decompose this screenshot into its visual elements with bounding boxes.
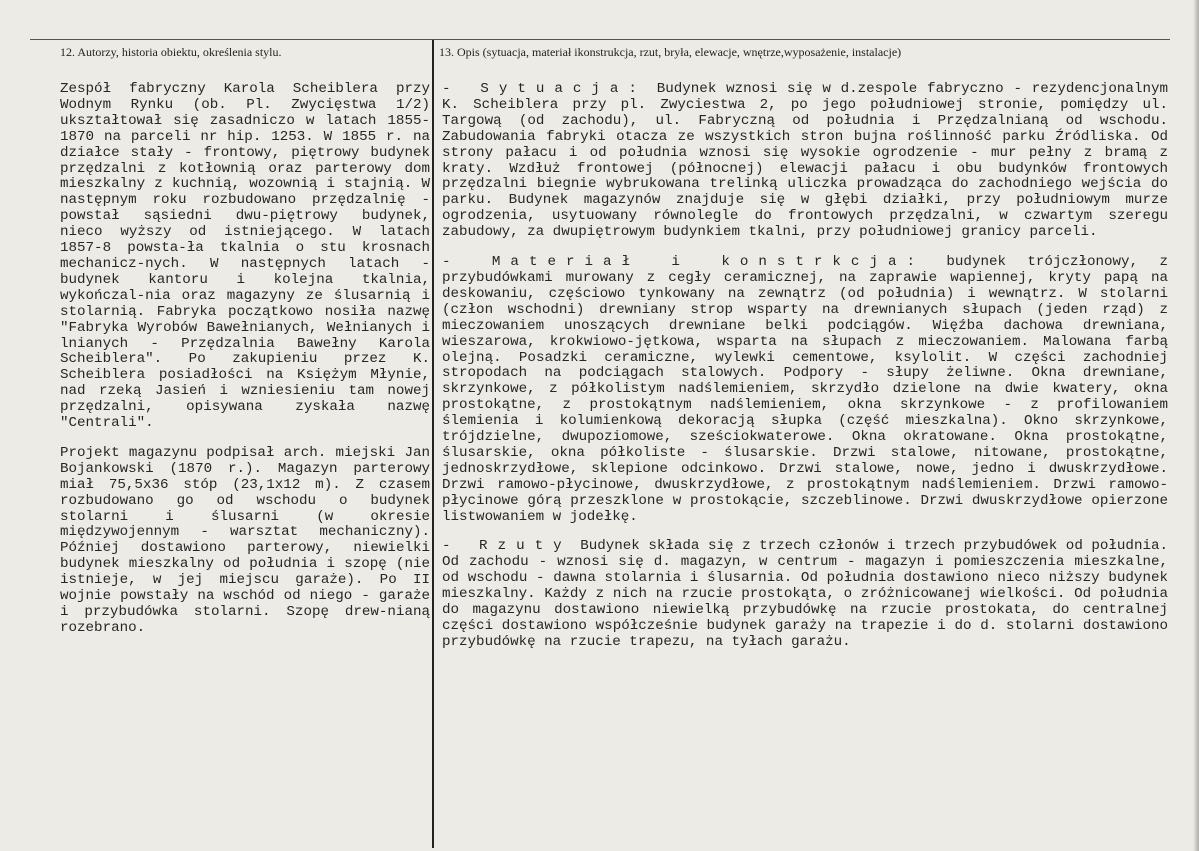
- header-rule: [30, 39, 1170, 40]
- section-lead: - Sytuacja:: [442, 81, 647, 97]
- section-text: budynek trójczłonowy, z przybudówkami murowany z cegły ceramicznej, na zaprawie wapiennej, kryty papą na deskowaniu, częściowo tynkowany na zewnątrz (od południa) i wewnątrz. W stolarni (człon wschodni) drewniany strop wsparty na drewnianych słupach (jeden rząd) z mieczowaniem unoszących drewniane belki podciągów. Więźba dachowa drewniana, wieszarowa, krokwiowo-jętkowa, wsparta na słupach z mieczowaniem. Malowana farbą olejną. Posadzki ceramiczne, wylewki cementowe, ksylolit. W części zachodniej stropodach na podciągach stalowych. Podpory - słupy żeliwne. Okna drewniane, skrzynkowe, z półkolistym nadślemieniem, skrzydło dzielone na dwie kwatery, okna prostokątne, z prostokątnym nadślemieniem, okna skrzynkowe - z profilowaniem ślemienia i kolumienkową dekoracją słupka (część mieszkalna). Okno skrzynkowe, trójdzielne, dwupoziomowe, sześciokwaterowe. Okna okratowane. Okna prostokątne, ślusarskie, okna półkoliste - ślusarskie. Drzwi stalowe, nitowane, prostokątne, jednoskrzydłowe, sklepione odcinkowo. Drzwi stalowe, nowe, jedno i dwuskrzydłowe. Drzwi ramowo-płycinowe, dwuskrzydłowe, z prostokątnym nadślemieniem. Drzwi ramowo-płycinowe górą przeszklone w prostokącie, szczeblinowe. Drzwi dwuskrzydłowe opierzone listwowaniem w jodełkę.: [442, 254, 1168, 525]
- section-lead: - Materiał i konstrkcja:: [442, 254, 925, 271]
- left-column-header: 12. Autorzy, historia obiektu, określenia stylu.: [60, 45, 282, 59]
- history-paragraph: Projekt magazynu podpisał arch. miejski Jan Bojankowski (1870 r.). Magazyn parterowy miał 75,5x36 stóp (23,1x12 m). Z czasem rozbudowano go od wschodu o budynek stolarni i ślusarni (w okresie międzywojennym - warsztat mechaniczny). Później dostawiono parterowy, niewielki budynek mieszkalny od południa i szopę (nie istnieje, w jej miejscu garaże). Po II wojnie powstały na wschód od niego - garaże i przybudówka stolarni. Szopę drew-nianą rozebrano.: [60, 444, 430, 636]
- description-section-plans: [442, 539, 1168, 650]
- description-section-situation: [442, 82, 1168, 241]
- history-paragraph: Zespół fabryczny Karola Scheiblera przy Wodnym Rynku (ob. Pl. Zwycięstwa 1/2) ukształtował się zasadniczo w latach 1855-1870 na parceli nr hip. 1253. W 1855 r. na działce stały - frontowy, piętrowy budynek przędzalni z kotłownią oraz parterowy dom mieszkalny z kuchnią, wozownią i stajnią. W następnym roku rozbudowano przędzalnię - powstał sąsiedni dwu-piętrowy budynek, nieco wyższy od istniejącego. W latach 1857-8 powsta-ła tkalnia o stu krosnach mechanicz-nych. W następnych latach - budynek kantoru i kolejna tkalnia, wykończal-nia oraz magazyny ze ślusarnią i stolarnią. Fabryka początkowo nosiła nazwę "Fabryka Wyrobów Bawełnianych, Wełnianych i lnianych - Przędzalnia Bawełny Karola Scheiblera". Po zakupieniu przez K. Scheiblera posiadłości na Księżym Młynie, nad rzeką Jasień i wzniesieniu tam nowej przędzalni, opisywana zyskała nazwę "Centrali".: [60, 81, 430, 432]
- scan-edge-shadow: [1193, 0, 1199, 851]
- column-divider: [432, 40, 434, 848]
- history-column: [60, 82, 430, 651]
- section-text: Budynek wznosi się w d.zespole fabryczno - rezydencjonalnym K. Scheiblera przy pl. Zwyciestwa 2, po jego południowej stronie, pomiędzy ul. Targową (od zachodu), ul. Fabryczną od południa i Przędzalnianą od wschodu. Zabudowania fabryki otacza ze wszystkich stron bujna roślinność parku Źródliska. Od strony pałacu i od południa wznosi się wysokie ogrodzenie - mur pełny z bramą z kraty. Wzdłuż frontowej (północnej) elewacji pałacu i obu budynków frontowych przędzalni biegnie wybrukowana trelinką uliczka prowadząca do zachodniego wejścia do parku. Budynek magazynów znajduje się w głębi działki, przy południowym murze ogrodzenia, usytuowany równolegle do frontowych przędzalni, w czwartym szeregu zabudowy, za dwupiętrowym budynkiem tkalni, przy południowej granicy parceli.: [442, 81, 1168, 241]
- right-column-header: 13. Opis (sytuacja, materiał ikonstrukcja, rzut, bryła, elewacje, wnętrze,wyposażenie, instalacje): [439, 45, 902, 59]
- description-column: [442, 82, 1168, 665]
- description-section-material: [442, 255, 1168, 525]
- section-text: Budynek składa się z trzech członów i trzech przybudówek od południa. Od zachodu - wznosi się d. magazyn, w centrum - magazyn i pomieszczenia mieszkalne, od wschodu - dawna stolarnia i ślusarnia. Od południa dostawiono nieco niższy budynek mieszkalny. Każdy z nich na rzucie prostokąta, o zróżnicowanej wielkości. Od południa do magazynu dostawiono niewielką przybudówkę na rzucie prostokata, do centralnej części dostawiono współcześnie budynek garaży na trapezie i do d. stolarni dostawiono przybudówkę na rzucie trapezu, na tyłach garażu.: [442, 538, 1168, 650]
- section-lead: - Rzuty: [442, 538, 572, 555]
